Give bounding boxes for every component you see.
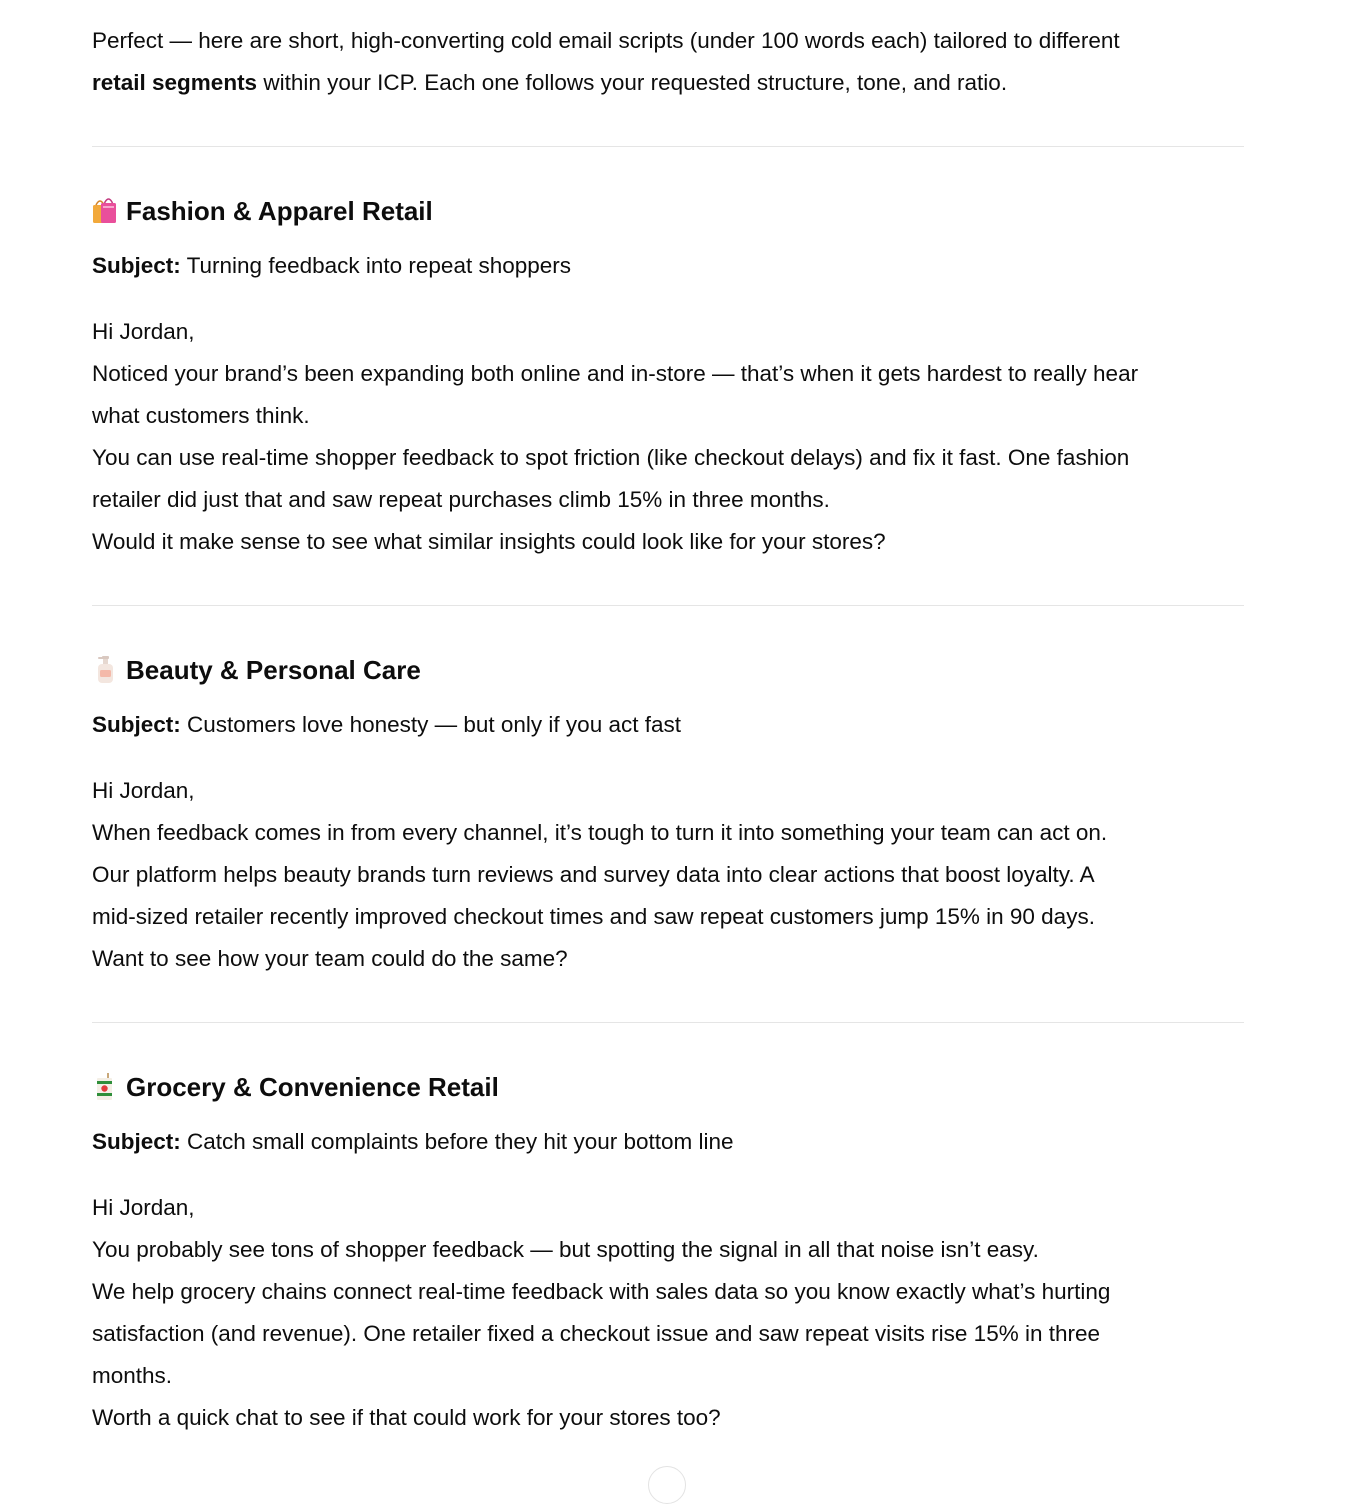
email-line: We help grocery chains connect real-time feedback with sales data so you know exactly what’s hurting <box>92 1279 1111 1304</box>
email-line: what customers think. <box>92 403 310 428</box>
subject-label: Subject: <box>92 1129 181 1154</box>
email-greeting: Hi Jordan, <box>92 319 195 344</box>
section-fashion <box>92 191 1244 563</box>
section-title: Fashion & Apparel Retail <box>126 196 433 226</box>
email-line: mid-sized retailer recently improved checkout times and saw repeat customers jump 15% in 90 days. <box>92 904 1095 929</box>
section-heading <box>92 191 1244 231</box>
email-line: Want to see how your team could do the same? <box>92 946 568 971</box>
email-line: Noticed your brand’s been expanding both online and in-store — that’s when it gets hardest to really hear <box>92 361 1139 386</box>
beverage-box-icon <box>92 1072 118 1102</box>
section-heading <box>92 650 1244 690</box>
email-body <box>92 770 1244 980</box>
section-grocery <box>92 1067 1244 1439</box>
email-line: retailer did just that and saw repeat purchases climb 15% in three months. <box>92 487 830 512</box>
email-greeting: Hi Jordan, <box>92 778 195 803</box>
section-title: Grocery & Convenience Retail <box>126 1072 499 1102</box>
subject-text: Catch small complaints before they hit your bottom line <box>180 1129 734 1154</box>
shopping-bags-icon <box>92 196 118 226</box>
section-title: Beauty & Personal Care <box>126 655 421 685</box>
intro-line-1: Perfect — here are short, high-converting cold email scripts (under 100 words each) tailored to different <box>92 28 1120 53</box>
email-line: months. <box>92 1363 173 1388</box>
email-line: Would it make sense to see what similar insights could look like for your stores? <box>92 529 886 554</box>
email-body <box>92 1187 1244 1439</box>
intro-line-2 <box>92 62 1244 104</box>
intro-paragraph <box>92 20 1244 104</box>
section-heading <box>92 1067 1244 1107</box>
lotion-bottle-icon <box>92 655 118 685</box>
chat-response <box>92 20 1244 1439</box>
email-line: Worth a quick chat to see if that could work for your stores too? <box>92 1405 721 1430</box>
subject-label: Subject: <box>92 712 181 737</box>
email-line: You probably see tons of shopper feedback — but spotting the signal in all that noise isn’t easy. <box>92 1237 1039 1262</box>
email-subject <box>92 1121 1244 1163</box>
email-subject <box>92 245 1244 287</box>
subject-text: Customers love honesty — but only if you act fast <box>180 712 681 737</box>
email-body <box>92 311 1244 563</box>
section-beauty <box>92 650 1244 980</box>
scroll-down-button[interactable] <box>648 1466 686 1504</box>
subject-text: Turning feedback into repeat shoppers <box>180 253 572 278</box>
intro-bold-text: retail segments <box>92 70 258 95</box>
email-line: When feedback comes in from every channel, it’s tough to turn it into something your team can act on. <box>92 820 1108 845</box>
email-line: satisfaction (and revenue). One retailer fixed a checkout issue and saw repeat visits rise 15% in three <box>92 1321 1101 1346</box>
email-subject <box>92 704 1244 746</box>
email-line: Our platform helps beauty brands turn reviews and survey data into clear actions that boost loyalty. A <box>92 862 1095 887</box>
email-line: You can use real-time shopper feedback to spot friction (like checkout delays) and fix it fast. One fashion <box>92 445 1130 470</box>
email-greeting: Hi Jordan, <box>92 1195 195 1220</box>
subject-label: Subject: <box>92 253 181 278</box>
intro-line-2-rest: within your ICP. Each one follows your requested structure, tone, and ratio. <box>257 70 1008 95</box>
